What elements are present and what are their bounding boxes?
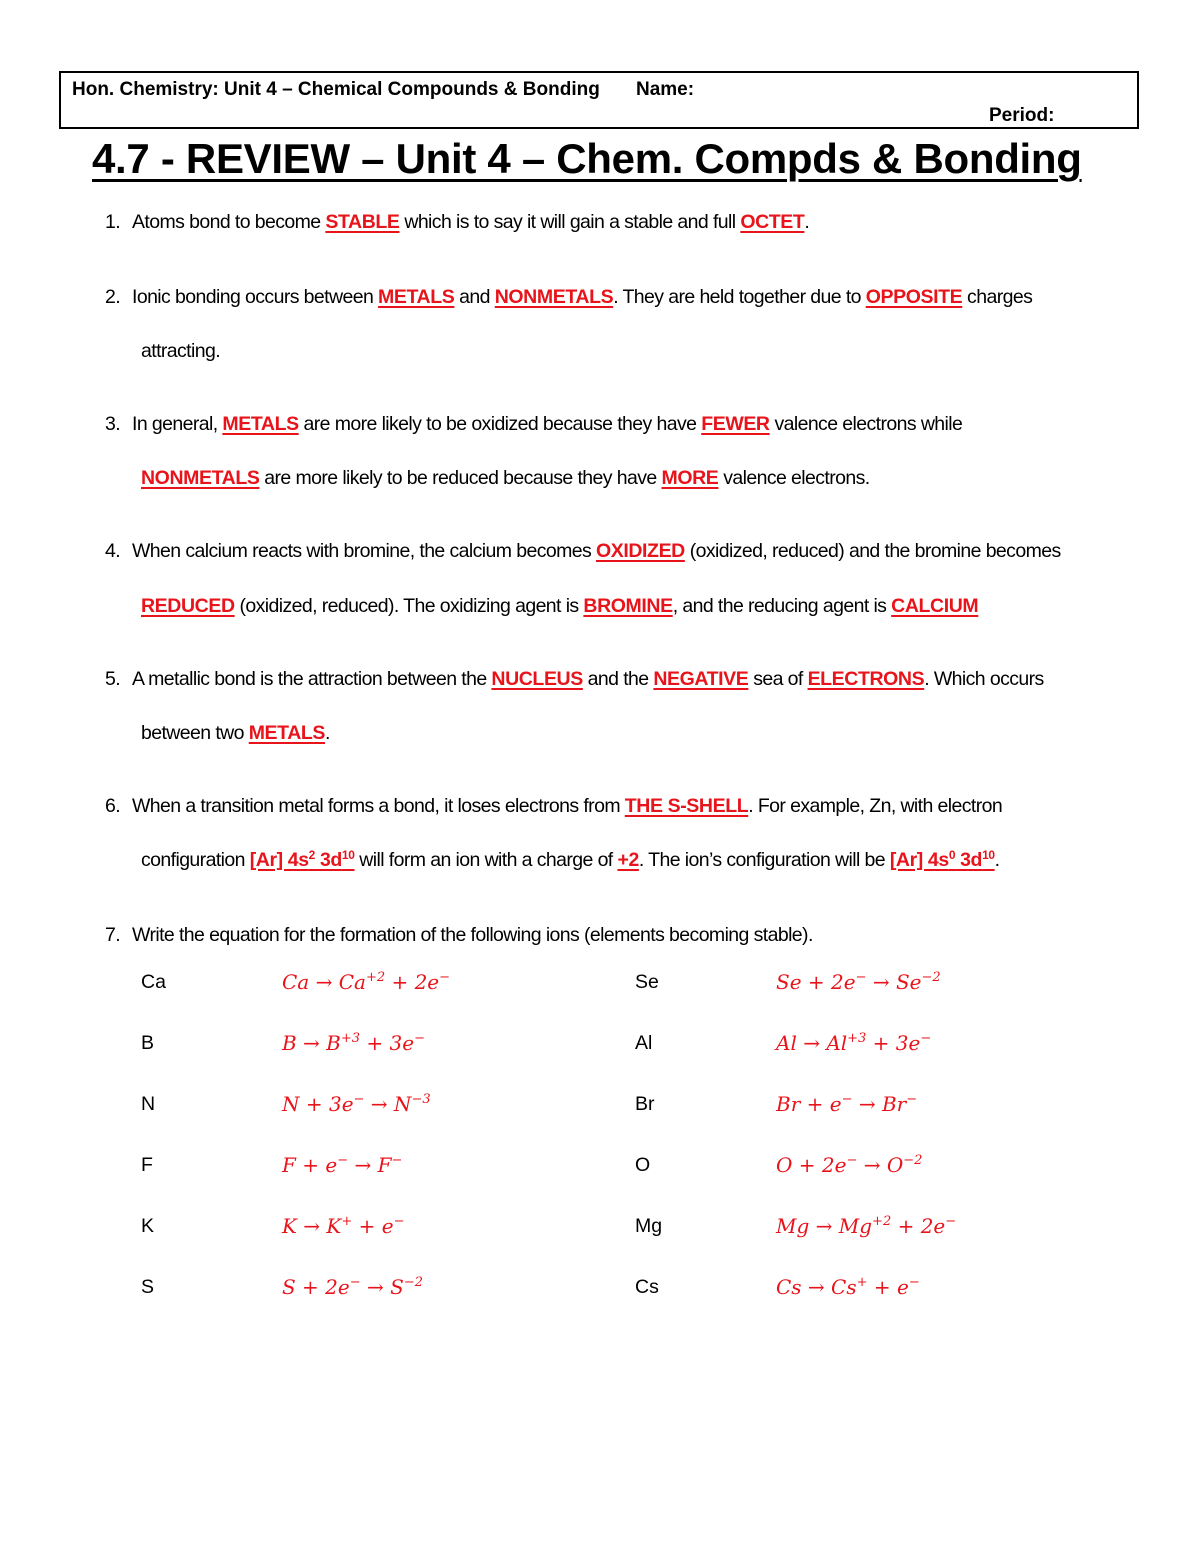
element-mg: Mg: [635, 1215, 663, 1237]
period-label: Period:: [989, 105, 1055, 126]
answer: NONMETALS: [141, 467, 260, 489]
question-5-continued: between two METALS.: [141, 722, 330, 744]
question-2-continued: attracting.: [141, 340, 221, 362]
element-se: Se: [635, 971, 659, 993]
question-7: 7. Write the equation for the formation of the following ions (elements becoming stable).: [105, 924, 813, 946]
answer: NUCLEUS: [491, 668, 583, 690]
answer: METALS: [378, 286, 455, 308]
question-2: 2. Ionic bonding occurs between METALS and NONMETALS. They are held together due to OPPOSITE charges: [105, 286, 1033, 308]
answer: [Ar] $4s^0$ $3d^{10}$: [889, 848, 995, 871]
question-3: 3. In general, METALS are more likely to be oxidized because they have FEWER valence electrons while: [105, 413, 963, 435]
element-s: S: [141, 1276, 155, 1298]
answer: +2: [617, 849, 639, 871]
header-box: [59, 71, 1139, 129]
element-o: O: [635, 1154, 651, 1176]
answer: CALCIUM: [891, 595, 979, 617]
element-br: Br: [635, 1093, 655, 1115]
answer: OXIDIZED: [595, 540, 685, 562]
question-4: 4. When calcium reacts with bromine, the calcium becomes OXIDIZED (oxidized, reduced) and the bromine becomes: [105, 540, 1061, 562]
answer: OPPOSITE: [865, 286, 963, 308]
element-k: K: [141, 1215, 155, 1237]
equation-f: F + e− → F−: [282, 1153, 403, 1177]
answer: METALS: [248, 722, 326, 744]
answer: NEGATIVE: [653, 668, 749, 690]
question-6-continued: configuration [Ar] $4s^2$ $3d^{10}$ will form an ion with a charge of +2. The ion’s configuration will be [Ar] $4s^0$ $3d^{10}$.: [141, 848, 1000, 871]
course-title: Hon. Chemistry: Unit 4 – Chemical Compounds & Bonding: [72, 79, 600, 100]
name-label: Name:: [636, 79, 695, 100]
answer: REDUCED: [141, 595, 235, 617]
element-n: N: [141, 1093, 156, 1115]
question-4-continued: REDUCED (oxidized, reduced). The oxidizing agent is BROMINE, and the reducing agent is CALCIUM: [141, 595, 979, 617]
equation-b: $B \to B^{+3} + 3e^-$: [282, 1031, 425, 1055]
element-b: B: [141, 1032, 155, 1054]
answer: METALS: [222, 413, 299, 435]
equation-s: $S + 2e^- \to S^{-2}$: [282, 1275, 423, 1299]
answer: ELECTRONS: [807, 668, 925, 690]
equation-n: $N + 3e^- \to N^{-3}$: [282, 1092, 431, 1116]
page-title: 4.7 - REVIEW – Unit 4 – Chem. Compds & Bonding: [92, 135, 1082, 182]
equation-al: $Al \to Al^{+3} + 3e^-$: [776, 1031, 932, 1055]
answer: FEWER: [701, 413, 770, 435]
element-f: F: [141, 1154, 153, 1176]
question-3-continued: NONMETALS are more likely to be reduced because they have MORE valence electrons.: [141, 467, 870, 489]
equation-ca: $Ca \to Ca^{+2} + 2e^-$: [282, 970, 451, 994]
question-5: 5. A metallic bond is the attraction between the NUCLEUS and the NEGATIVE sea of ELECTRONS. Which occurs: [105, 668, 1044, 690]
answer: NONMETALS: [494, 286, 614, 308]
equation-cs: Cs → Cs+ + e−: [776, 1275, 920, 1299]
element-al: Al: [635, 1032, 653, 1054]
answer: [Ar] $4s^2$ $3d^{10}$: [249, 848, 355, 871]
answer: MORE: [661, 467, 719, 489]
equation-mg: $Mg \to Mg^{+2} + 2e^-$: [776, 1214, 957, 1238]
equation-o: $O + 2e^- \to O^{-2}$: [776, 1153, 923, 1177]
element-ca: Ca: [141, 971, 166, 993]
answer: STABLE: [325, 211, 400, 233]
equation-br: Br + e− → Br−: [776, 1092, 918, 1116]
element-cs: Cs: [635, 1276, 659, 1298]
answer: THE S-SHELL: [624, 795, 749, 817]
answer: OCTET: [740, 211, 805, 233]
answer: BROMINE: [583, 595, 673, 617]
equation-se: $Se + 2e^- \to Se^{-2}$: [776, 970, 941, 994]
question-6: 6. When a transition metal forms a bond, it loses electrons from THE S-SHELL. For example, Zn, with electron: [105, 795, 1003, 817]
equation-k: K → K+ + e−: [282, 1214, 405, 1238]
question-1: 1. Atoms bond to become STABLE which is to say it will gain a stable and full OCTET.: [105, 211, 810, 233]
